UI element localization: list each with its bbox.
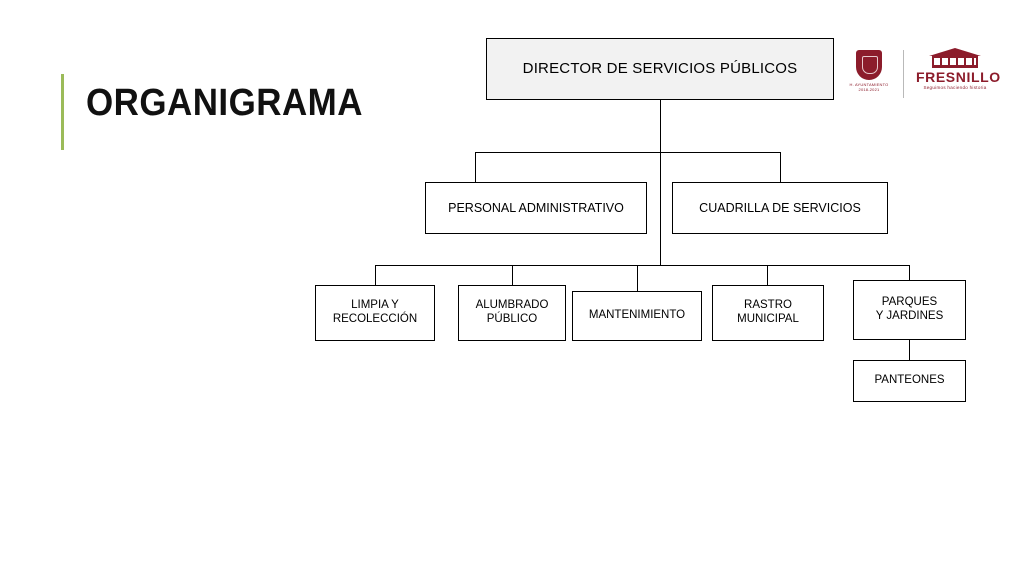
node-panteones: PANTEONES: [853, 360, 966, 402]
node-label-line1: ALUMBRADO: [475, 299, 549, 312]
node-label-line2: PÚBLICO: [486, 313, 538, 325]
node-label-line1: LIMPIA Y: [351, 299, 399, 312]
node-director-servicios-publicos: DIRECTOR DE SERVICIOS PÚBLICOS: [486, 38, 834, 100]
connector-to-mantenimiento: [637, 265, 638, 291]
connector-level2-bus: [475, 152, 780, 153]
connector-to-rastro: [767, 265, 768, 285]
title-accent-bar: [61, 74, 64, 150]
node-limpia-y-recoleccion: [315, 285, 435, 341]
page-title: ORGANIGRAMA: [86, 82, 363, 124]
connector-to-adm: [475, 152, 476, 182]
connector-to-cua: [780, 152, 781, 182]
connector-trunk-level3: [660, 152, 661, 265]
node-parques-y-jardines: [853, 280, 966, 340]
node-label-line2: RECOLECCIÓN: [332, 313, 418, 325]
fresnillo-tagline: Seguimos haciendo historia: [923, 85, 987, 90]
connector-root-stem: [660, 100, 661, 152]
connector-level3-bus: [375, 265, 909, 266]
connector-to-alumbrado: [512, 265, 513, 285]
node-rastro-municipal: [712, 285, 824, 341]
fresnillo-wordmark: FRESNILLO: [916, 69, 1001, 85]
org-chart: [300, 30, 1000, 390]
node-label-line2: Y JARDINES: [875, 310, 944, 322]
connector-parques-to-panteones: [909, 340, 910, 360]
connector-to-limpia: [375, 265, 376, 285]
node-label-line1: RASTRO: [744, 299, 792, 312]
node-personal-administrativo: PERSONAL ADMINISTRATIVO: [425, 182, 647, 234]
node-label-line2: MUNICIPAL: [737, 313, 799, 325]
crest-caption: H. AYUNTAMIENTO 2018-2021: [849, 82, 889, 92]
node-mantenimiento: MANTENIMIENTO: [572, 291, 702, 341]
node-cuadrilla-de-servicios: CUADRILLA DE SERVICIOS: [672, 182, 888, 234]
node-label-line1: PARQUES: [881, 296, 938, 309]
connector-to-parques: [909, 265, 910, 280]
node-alumbrado-publico: [458, 285, 566, 341]
